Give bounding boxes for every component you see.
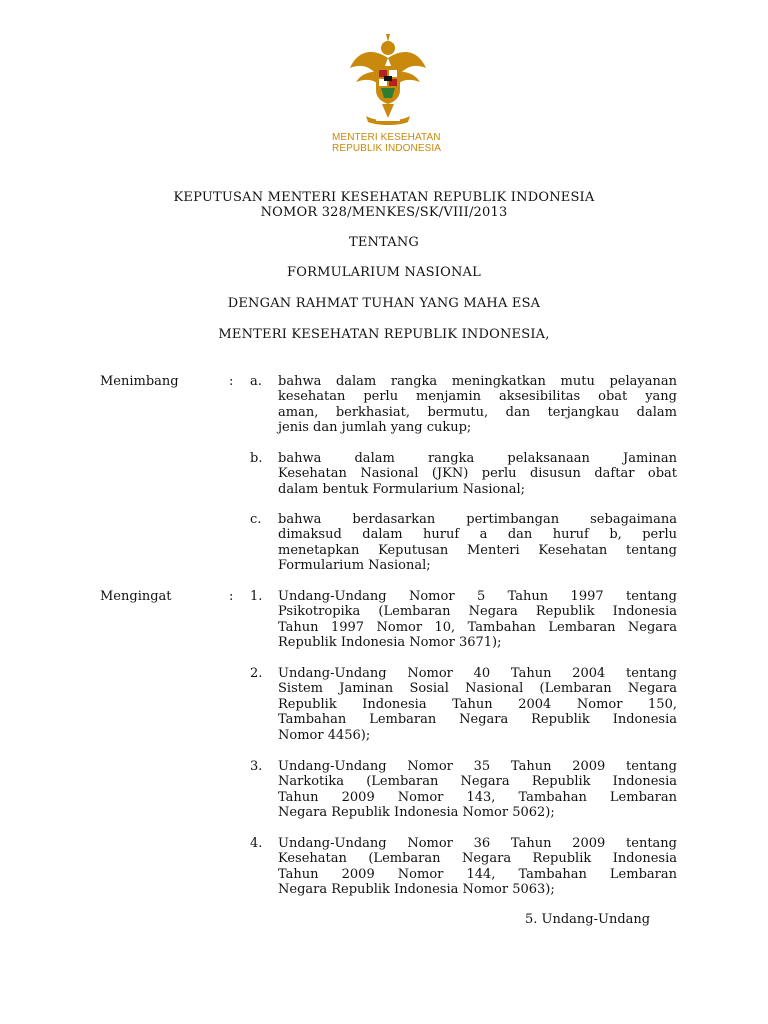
- paragraph-line: bahwa dalam rangka meningkatkan mutu pelayanan: [278, 374, 677, 389]
- menimbang-marker-a: a.: [250, 374, 262, 389]
- paragraph-line: Negara Republik Indonesia Nomor 5063);: [278, 882, 555, 898]
- paragraph-line: menetapkan Keputusan Menteri Kesehatan tentang: [278, 542, 677, 558]
- menimbang-item-c: [278, 512, 677, 574]
- paragraph-line: bahwa dalam rangka pelaksanaan Jaminan: [278, 451, 677, 466]
- paragraph-line: Republik Indonesia Nomor 3671);: [278, 635, 502, 651]
- issuer-line: MENTERI KESEHATAN REPUBLIK INDONESIA,: [218, 327, 550, 342]
- emblem-caption-line1: MENTERI KESEHATAN: [332, 132, 441, 143]
- paragraph-line: Sistem Jaminan Sosial Nasional (Lembaran Negara: [278, 681, 677, 697]
- mengingat-item-2: [278, 666, 677, 743]
- paragraph-line: jenis dan jumlah yang cukup;: [278, 420, 472, 436]
- menimbang-item-b: [278, 451, 677, 497]
- menimbang-marker-c: c.: [250, 512, 262, 527]
- paragraph-line: Psikotropika (Lembaran Negara Republik Indonesia: [278, 604, 677, 620]
- paragraph-line: Republik Indonesia Tahun 2004 Nomor 150,: [278, 696, 677, 712]
- paragraph-line: Negara Republik Indonesia Nomor 5062);: [278, 805, 555, 821]
- tentang-heading: TENTANG: [348, 235, 420, 250]
- mengingat-colon: :: [229, 589, 234, 604]
- mengingat-marker-2: 2.: [250, 666, 263, 681]
- mengingat-marker-1: 1.: [250, 589, 263, 604]
- emblem-caption-line2: REPUBLIK INDONESIA: [332, 143, 442, 154]
- continuation-text: 5. Undang-Undang: [525, 912, 651, 927]
- paragraph-line: Kesehatan (Lembaran Negara Republik Indonesia: [278, 851, 677, 867]
- menimbang-marker-b: b.: [250, 451, 263, 466]
- decree-subject: FORMULARIUM NASIONAL: [287, 265, 481, 280]
- mengingat-marker-4: 4.: [250, 836, 263, 851]
- paragraph-line: dalam bentuk Formularium Nasional;: [278, 481, 526, 497]
- emblem-block: [290, 24, 486, 164]
- menimbang-colon: :: [229, 374, 234, 389]
- paragraph-line: Tahun 1997 Nomor 10, Tambahan Lembaran Negara: [278, 619, 677, 635]
- garuda-emblem-icon: [348, 28, 428, 128]
- blessing-line: DENGAN RAHMAT TUHAN YANG MAHA ESA: [227, 296, 541, 311]
- paragraph-line: Undang-Undang Nomor 36 Tahun 2009 tentang: [278, 836, 677, 851]
- paragraph-line: Nomor 4456);: [278, 727, 371, 743]
- paragraph-line: aman, berkhasiat, bermutu, dan terjangkau dalam: [278, 404, 677, 420]
- paragraph-line: Tahun 2009 Nomor 144, Tambahan Lembaran: [278, 866, 677, 882]
- paragraph-line: bahwa berdasarkan pertimbangan sebagaimana: [278, 512, 677, 527]
- mengingat-item-4: [278, 836, 677, 898]
- menimbang-item-a: [278, 374, 677, 436]
- decree-number: NOMOR 328/MENKES/SK/VIII/2013: [260, 205, 508, 220]
- paragraph-line: Undang-Undang Nomor 5 Tahun 1997 tentang: [278, 589, 677, 604]
- decree-title: KEPUTUSAN MENTERI KESEHATAN REPUBLIK INDONESIA: [173, 190, 595, 205]
- paragraph-line: dimaksud dalam huruf a dan huruf b, perlu: [278, 527, 677, 543]
- paragraph-line: Tahun 2009 Nomor 143, Tambahan Lembaran: [278, 789, 677, 805]
- mengingat-marker-3: 3.: [250, 759, 263, 774]
- mengingat-label: Mengingat: [100, 589, 172, 604]
- paragraph-line: Tambahan Lembaran Negara Republik Indonesia: [278, 712, 677, 728]
- mengingat-item-3: [278, 759, 677, 821]
- paragraph-line: Formularium Nasional;: [278, 558, 431, 574]
- mengingat-item-1: [278, 589, 677, 651]
- paragraph-line: kesehatan perlu menjamin aksesibilitas obat yang: [278, 389, 677, 405]
- paragraph-line: Undang-Undang Nomor 35 Tahun 2009 tentang: [278, 759, 677, 774]
- paragraph-line: Kesehatan Nasional (JKN) perlu disusun daftar obat: [278, 466, 677, 482]
- menimbang-label: Menimbang: [100, 374, 179, 389]
- paragraph-line: Undang-Undang Nomor 40 Tahun 2004 tentang: [278, 666, 677, 681]
- paragraph-line: Narkotika (Lembaran Negara Republik Indonesia: [278, 774, 677, 790]
